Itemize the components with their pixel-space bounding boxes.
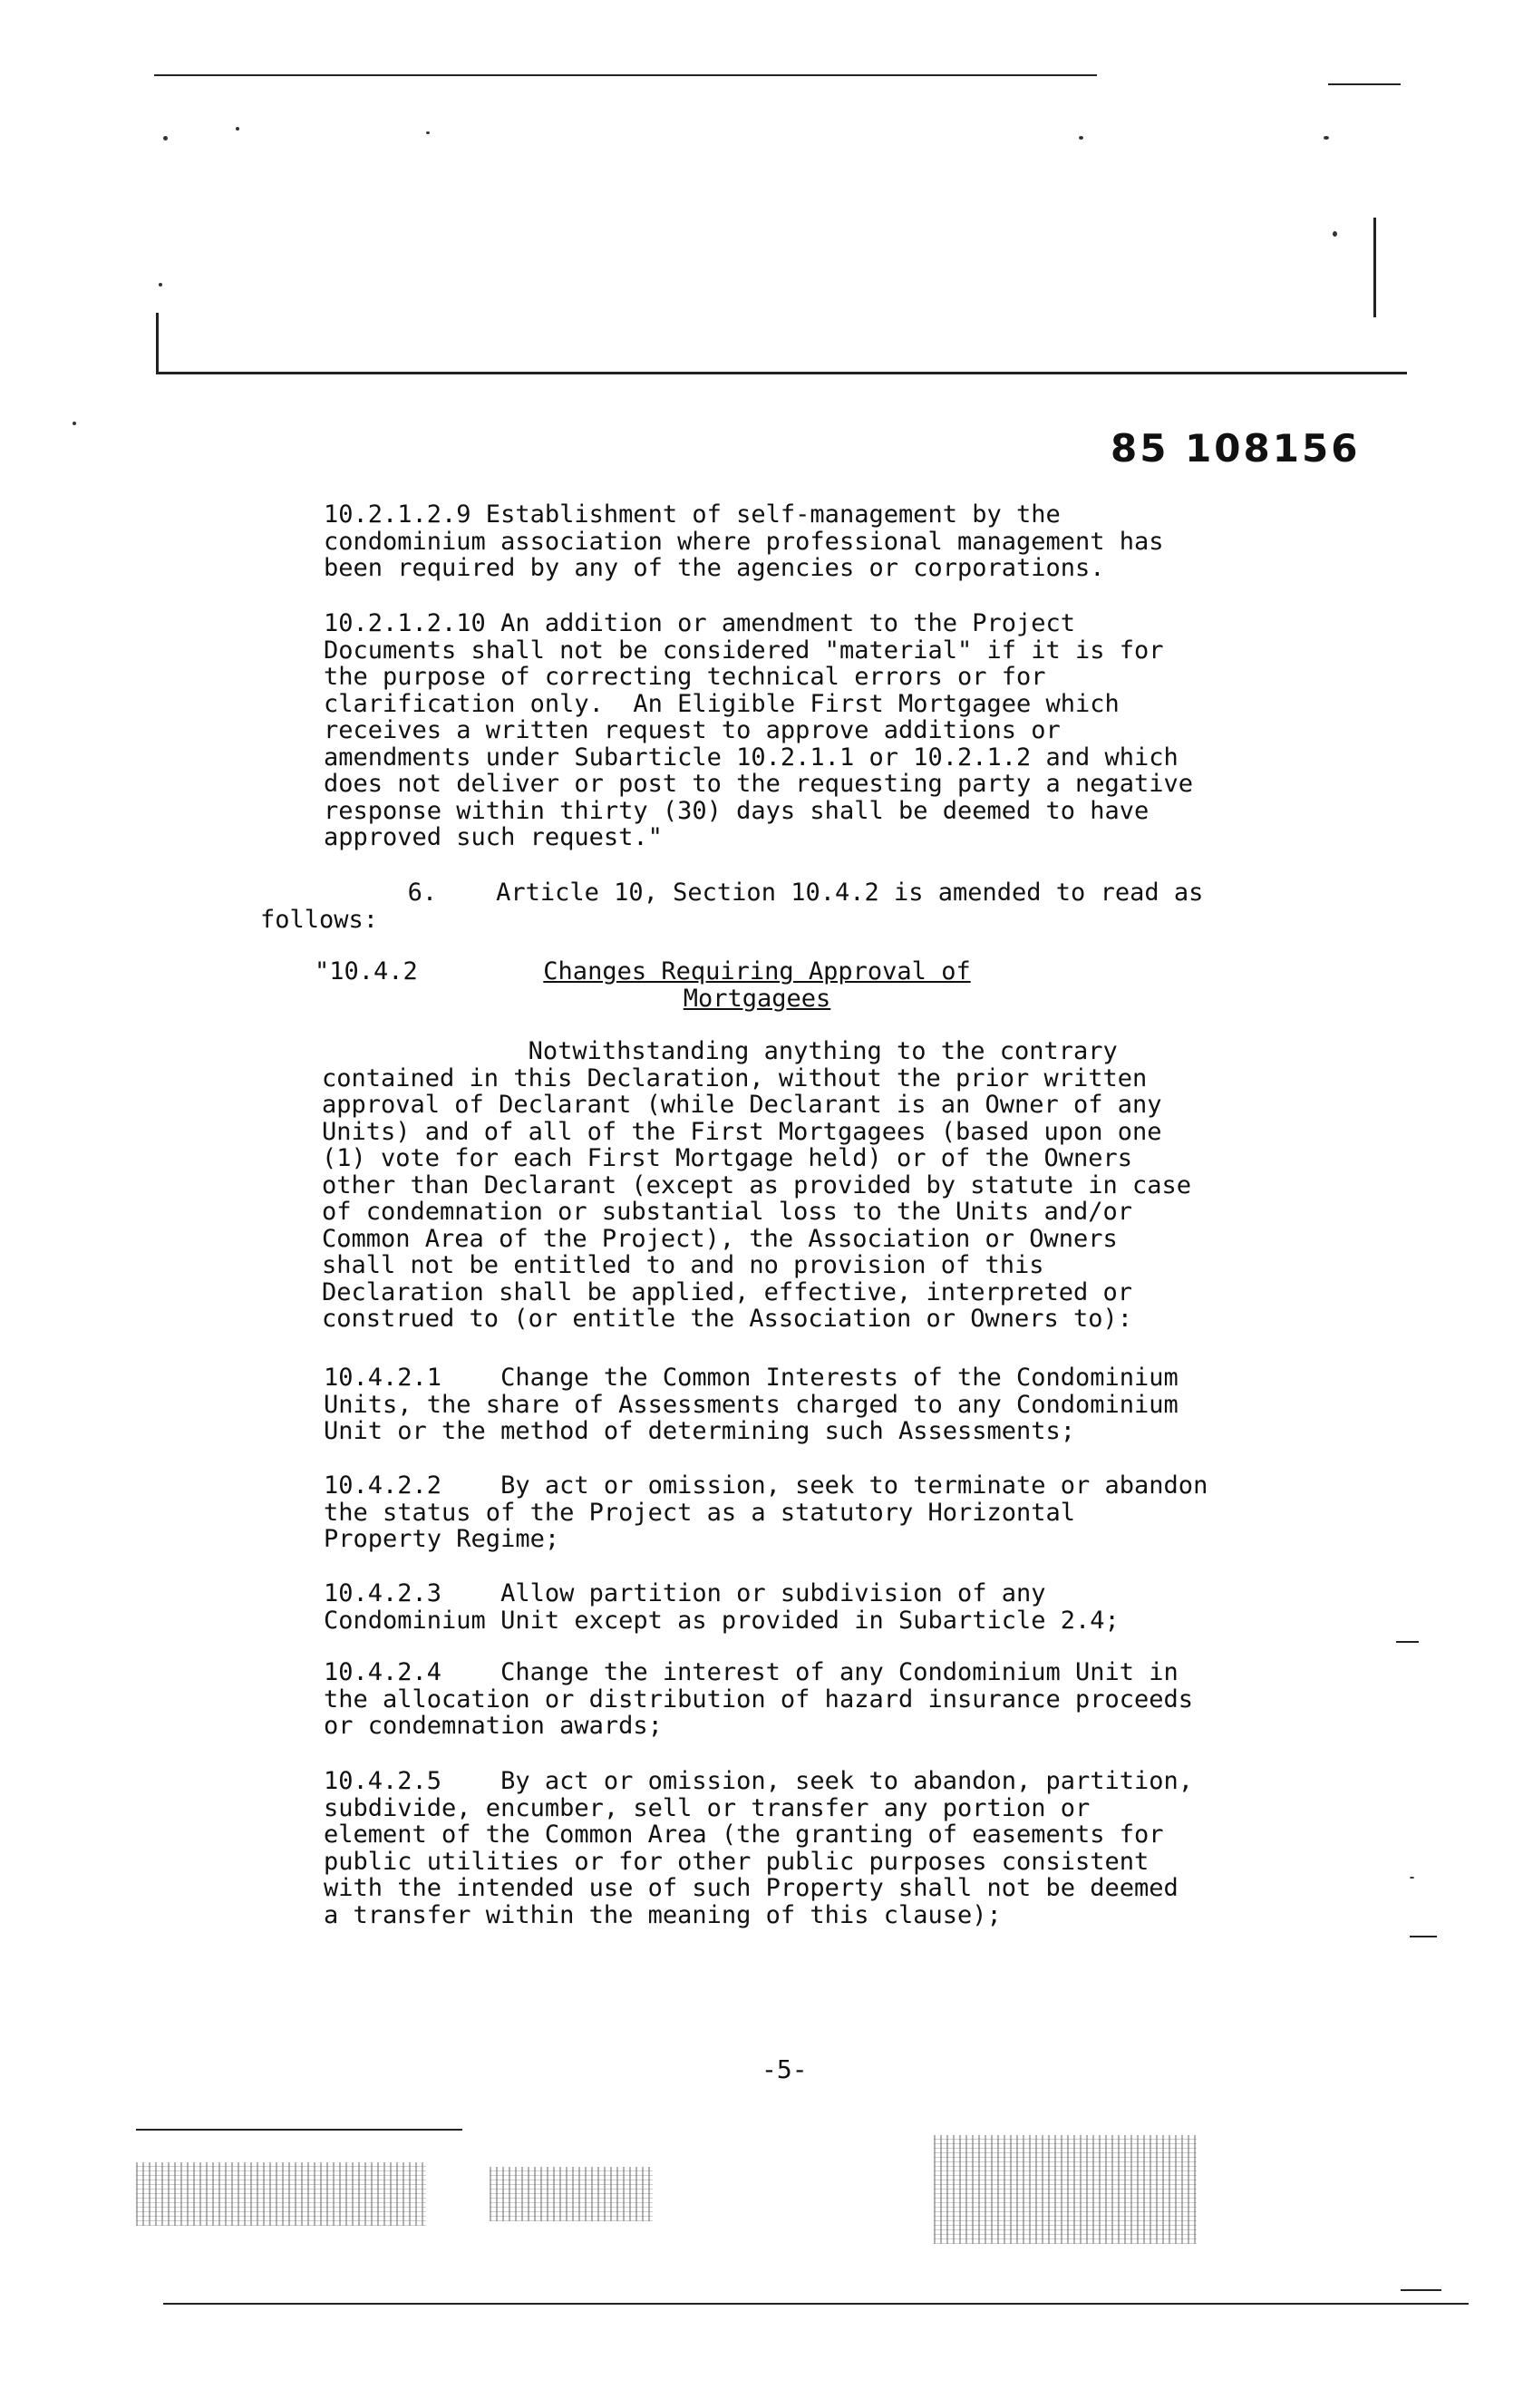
scan-speck [426, 131, 430, 134]
section-heading-number: "10.4.2 [315, 957, 418, 986]
scan-noise-bottom-right [934, 2135, 1197, 2244]
scan-speck [1333, 231, 1337, 237]
document-number: 85 108156 [1111, 426, 1361, 471]
scan-speck [159, 283, 162, 286]
item-6-amendment-intro: 6. Article 10, Section 10.4.2 is amended to read as follows: [260, 879, 1204, 934]
section-heading-title [517, 958, 997, 1012]
scan-noise-bottom-center [490, 2167, 653, 2221]
scan-header-bottom-border [156, 372, 1407, 374]
scan-speck [1079, 136, 1083, 140]
scan-header-right-edge [1373, 218, 1376, 317]
paragraph-10-4-2-2: 10.4.2.2 By act or omission, seek to terminate or abandon the status of the Project as a statutory Horizontal Property Regime; [324, 1471, 1208, 1553]
scan-right-mark [1396, 1641, 1419, 1643]
page-number: -5- [762, 2054, 808, 2084]
scan-speck [236, 127, 239, 131]
scan-speck [163, 136, 168, 141]
scan-speck [1410, 1877, 1414, 1879]
scan-speck [73, 422, 76, 425]
scan-bottom-mark [1401, 2289, 1441, 2291]
scan-top-border [154, 74, 1097, 76]
paragraph-10-2-1-2-9: 10.2.1.2.9 Establishment of self-management by the condominium association where professional management has been required by any of the agencies or corporations. [324, 500, 1164, 582]
paragraph-10-4-2-1: 10.4.2.1 Change the Common Interests of the Condominium Units, the share of Assessments charged to any Condominium Unit or the method of determining such Assessments; [324, 1364, 1179, 1445]
scan-right-mark [1410, 1936, 1437, 1937]
paragraph-10-4-2-3: 10.4.2.3 Allow partition or subdivision of any Condominium Unit except as provided in Subarticle 2.4; [324, 1579, 1120, 1635]
paragraph-notwithstanding: Notwithstanding anything to the contrary contained in this Declaration, without the prior written approval of Declarant (while Declarant is an Owner of any Units) and of all of the First Mortgagees (based upon one (1) vote for each First Mortgage held) or of the Owners other than Declarant (except as provided by statute in case of condemnation or substantial loss to the Units and/or Common Area of the Project), the Association or Owners shall not be entitled to and no provision of this Declaration shall be applied, effective, interpreted or construed to (or entitle the Association or Owners to): [322, 1037, 1192, 1333]
scan-top-border-right [1328, 83, 1401, 85]
paragraph-10-4-2-5: 10.4.2.5 By act or omission, seek to abandon, partition, subdivide, encumber, sell or transfer any portion or element of the Common Area (the granting of easements for public utilities or for other public purposes consistent with the intended use of such Property shall not be deemed a transfer within the meaning of this clause); [324, 1767, 1194, 1929]
scan-bottom-edge [163, 2303, 1469, 2305]
scan-speck [1324, 136, 1329, 140]
heading-title-line-2: Mortgagees [683, 984, 831, 1013]
scan-header-left-edge [156, 313, 159, 372]
paragraph-10-4-2-4: 10.4.2.4 Change the interest of any Condominium Unit in the allocation or distribution of hazard insurance proceeds or condemnation awards; [324, 1658, 1194, 1740]
paragraph-10-2-1-2-10: 10.2.1.2.10 An addition or amendment to the Project Documents shall not be considered "material" if it is for the purpose of correcting technical errors or for clarification only. An Eligible First Mortgagee which receives a written request to approve additions or amendments under Subarticle 10.2.1.1 or 10.2.1.2 and which does not deliver or post to the requesting party a negative response within thirty (30) days shall be deemed to have approved such request." [324, 609, 1194, 851]
heading-title-line-1: Changes Requiring Approval of [543, 957, 971, 986]
scan-bottom-border [136, 2129, 462, 2131]
scan-noise-bottom-left [136, 2162, 426, 2226]
